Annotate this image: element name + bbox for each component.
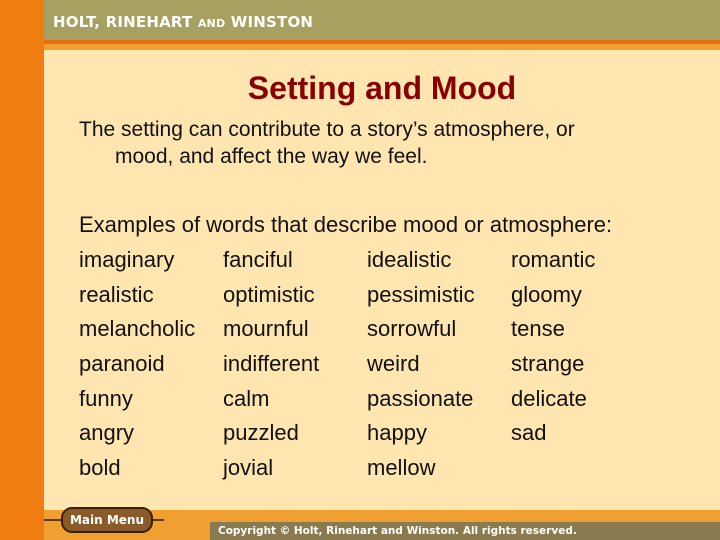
mood-word: realistic [79, 281, 154, 307]
mood-word: mellow [367, 455, 436, 481]
mood-word: calm [223, 385, 270, 411]
mood-word: sorrowful [367, 316, 457, 342]
mood-word: weird [367, 351, 420, 377]
mood-word: strange [511, 351, 585, 377]
intro-line-1: The setting can contribute to a story’s atmosphere, or [79, 118, 575, 141]
intro-line-2: mood, and affect the way we feel. [115, 145, 428, 168]
mood-word: delicate [511, 385, 587, 411]
mood-word-grid [79, 243, 655, 486]
mood-word: gloomy [511, 281, 582, 307]
mood-word: happy [367, 420, 427, 446]
mood-word: funny [79, 385, 133, 411]
mood-word: melancholic [79, 316, 196, 342]
mood-word: jovial [223, 455, 274, 481]
mood-word: romantic [511, 247, 596, 272]
left-accent-bar [0, 0, 44, 540]
mood-word: angry [79, 420, 135, 446]
mood-word: bold [79, 455, 121, 481]
mood-word: idealistic [367, 247, 452, 272]
publisher-header [44, 0, 720, 40]
mood-word: puzzled [223, 420, 299, 446]
mood-word: tense [511, 316, 565, 342]
mood-word: pessimistic [367, 281, 475, 307]
mood-word: paranoid [79, 351, 165, 377]
publisher-logo: HOLT, RINEHART AND WINSTON [53, 13, 314, 31]
slide-content [44, 50, 720, 510]
main-menu-button[interactable]: Main Menu [61, 507, 153, 533]
intro-text [79, 116, 689, 170]
copyright-bar [210, 522, 720, 540]
slide-title: Setting and Mood [247, 70, 517, 106]
mood-word: fanciful [223, 247, 293, 272]
copyright-text: Copyright © Holt, Rinehart and Winston. All rights reserved. [218, 525, 577, 537]
mood-word: sad [511, 420, 547, 446]
mood-word: indifferent [223, 351, 320, 377]
mood-word: imaginary [79, 247, 175, 272]
header-divider [44, 40, 720, 44]
mood-word [511, 451, 655, 486]
mood-word: mournful [223, 316, 309, 342]
examples-heading: Examples of words that describe mood or atmosphere: [79, 212, 613, 237]
mood-word: optimistic [223, 281, 315, 307]
mood-word: passionate [367, 385, 474, 411]
